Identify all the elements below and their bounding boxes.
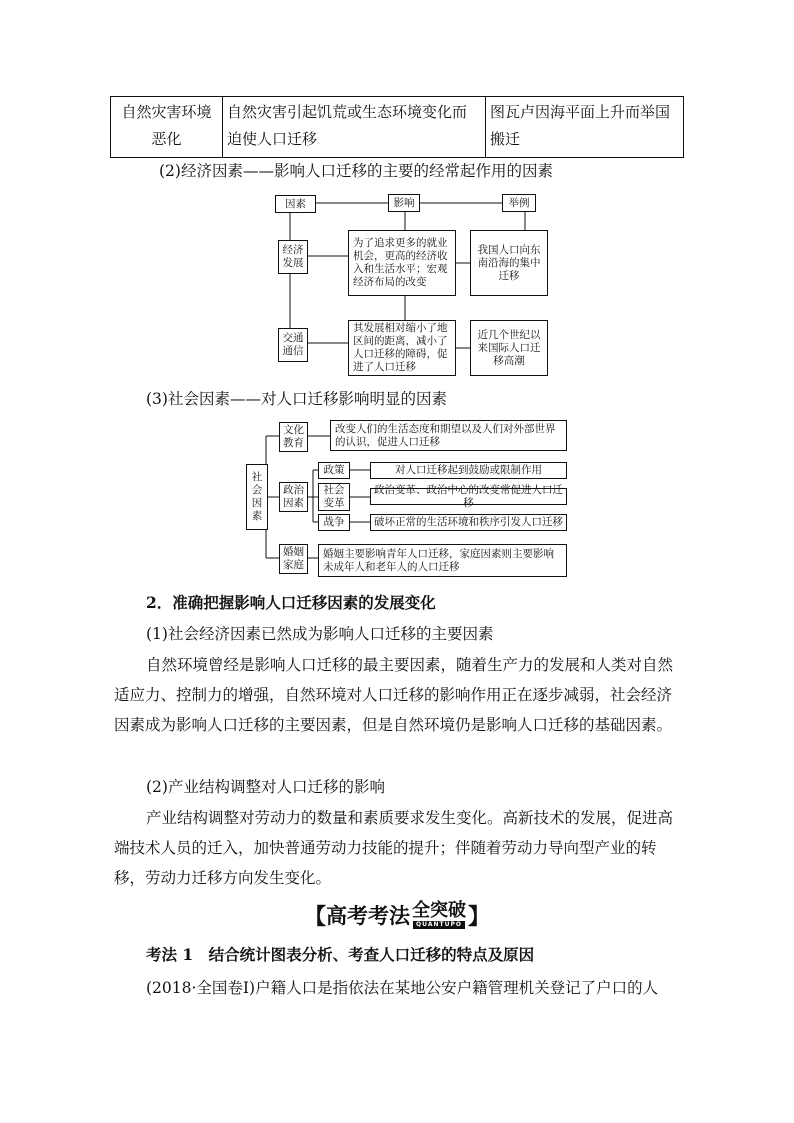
diagram1-economic-example: 我国人口向东南沿海的集中迁移 bbox=[470, 230, 548, 296]
section-heading-economic: (2)经济因素——影响人口迁移的主要的经常起作用的因素 bbox=[159, 162, 553, 180]
banner-highlight-sub: QUANTUPO bbox=[413, 921, 465, 929]
diagram1-transport-communication: 交通通信 bbox=[278, 328, 308, 362]
diagram2-culture-education: 文化教育 bbox=[279, 422, 308, 452]
banner-title: 高考考法 bbox=[326, 903, 410, 928]
diagram2-policy-desc: 对人口迁移起到鼓励或限制作用 bbox=[370, 462, 567, 479]
diagram1-transport-example: 近几个世纪以来国际人口迁移高潮 bbox=[470, 320, 548, 376]
diagram1-header-influence: 影响 bbox=[388, 194, 420, 212]
diagram1-header-factor: 因素 bbox=[275, 195, 316, 213]
table-cell-factor: 自然灾害环境恶化 bbox=[111, 97, 223, 158]
table-cell-example: 图瓦卢因海平面上升而举国搬迁 bbox=[486, 97, 684, 158]
method-1-heading: 考法 1 结合统计图表分析、考查人口迁移的特点及原因 bbox=[146, 945, 535, 964]
section-heading-social: (3)社会因素——对人口迁移影响明显的因素 bbox=[146, 390, 447, 408]
question-text: (2018·全国卷Ⅰ)户籍人口是指依法在某地公安户籍管理机关登记了户口的人 bbox=[146, 979, 659, 997]
banner-highlight bbox=[412, 901, 466, 929]
diagram2-war-desc: 破坏正常的生活环境和秩序引发人口迁移 bbox=[370, 514, 567, 531]
section-banner bbox=[296, 898, 498, 932]
diagram2-culture-desc: 改变人们的生活态度和期望以及人们对外部世界的认识，促进人口迁移 bbox=[330, 420, 567, 451]
diagram2-reform-desc: 政治变革、政治中心的改变常促进人口迁移 bbox=[370, 488, 567, 505]
diagram2-politics: 政治因素 bbox=[279, 482, 308, 512]
paragraph-1: 自然环境曾经是影响人口迁移的最主要因素，随着生产力的发展和人类对自然适应力、控制力的增强，自然环境对人口迁移的影响作用正在逐步减弱，社会经济因素成为影响人口迁移的主要因素，但是自然环境仍是影响人口迁移的基础因素。 bbox=[114, 656, 674, 734]
banner-right-bracket: 】 bbox=[468, 903, 491, 930]
diagram2-policy: 政策 bbox=[318, 462, 350, 479]
diagram2-social-reform: 社会变革 bbox=[318, 483, 350, 511]
diagram1-transport-influence: 其发展相对缩小了地区间的距离，减小了人口迁移的障碍，促进了人口迁移 bbox=[348, 320, 456, 376]
subheading-2: (2)产业结构调整对人口迁移的影响 bbox=[146, 778, 385, 796]
subheading-1: (1)社会经济因素已然成为影响人口迁移的主要因素 bbox=[146, 625, 494, 643]
diagram2-war: 战争 bbox=[318, 514, 350, 531]
banner-highlight-text: 全突破 bbox=[412, 900, 466, 921]
heading-2: 2．准确把握影响人口迁移因素的发展变化 bbox=[146, 593, 436, 612]
table-cell-influence: 自然灾害引起饥荒或生态环境变化而迫使人口迁移 bbox=[223, 97, 486, 158]
diagram1-header-example: 举例 bbox=[502, 194, 536, 212]
diagram1-economic-development: 经济发展 bbox=[278, 240, 308, 274]
diagram2-root-social: 社会因素 bbox=[246, 464, 268, 530]
diagram2-marriage-desc: 婚姻主要影响青年人口迁移，家庭因素则主要影响未成年人和老年人的人口迁移 bbox=[318, 544, 567, 577]
diagram1-economic-influence: 为了追求更多的就业机会，更高的经济收入和生活水平；宏观经济布局的改变 bbox=[348, 230, 456, 296]
paragraph-2: 产业结构调整对劳动力的数量和素质要求发生变化。高新技术的发展，促进高端技术人员的迁入，加快普通劳动力技能的提升；伴随着劳动力导向型产业的转移，劳动力迁移方向发生变化。 bbox=[114, 809, 674, 887]
banner-left-bracket: 【 bbox=[303, 903, 326, 930]
diagram2-marriage-family: 婚姻家庭 bbox=[279, 544, 308, 574]
